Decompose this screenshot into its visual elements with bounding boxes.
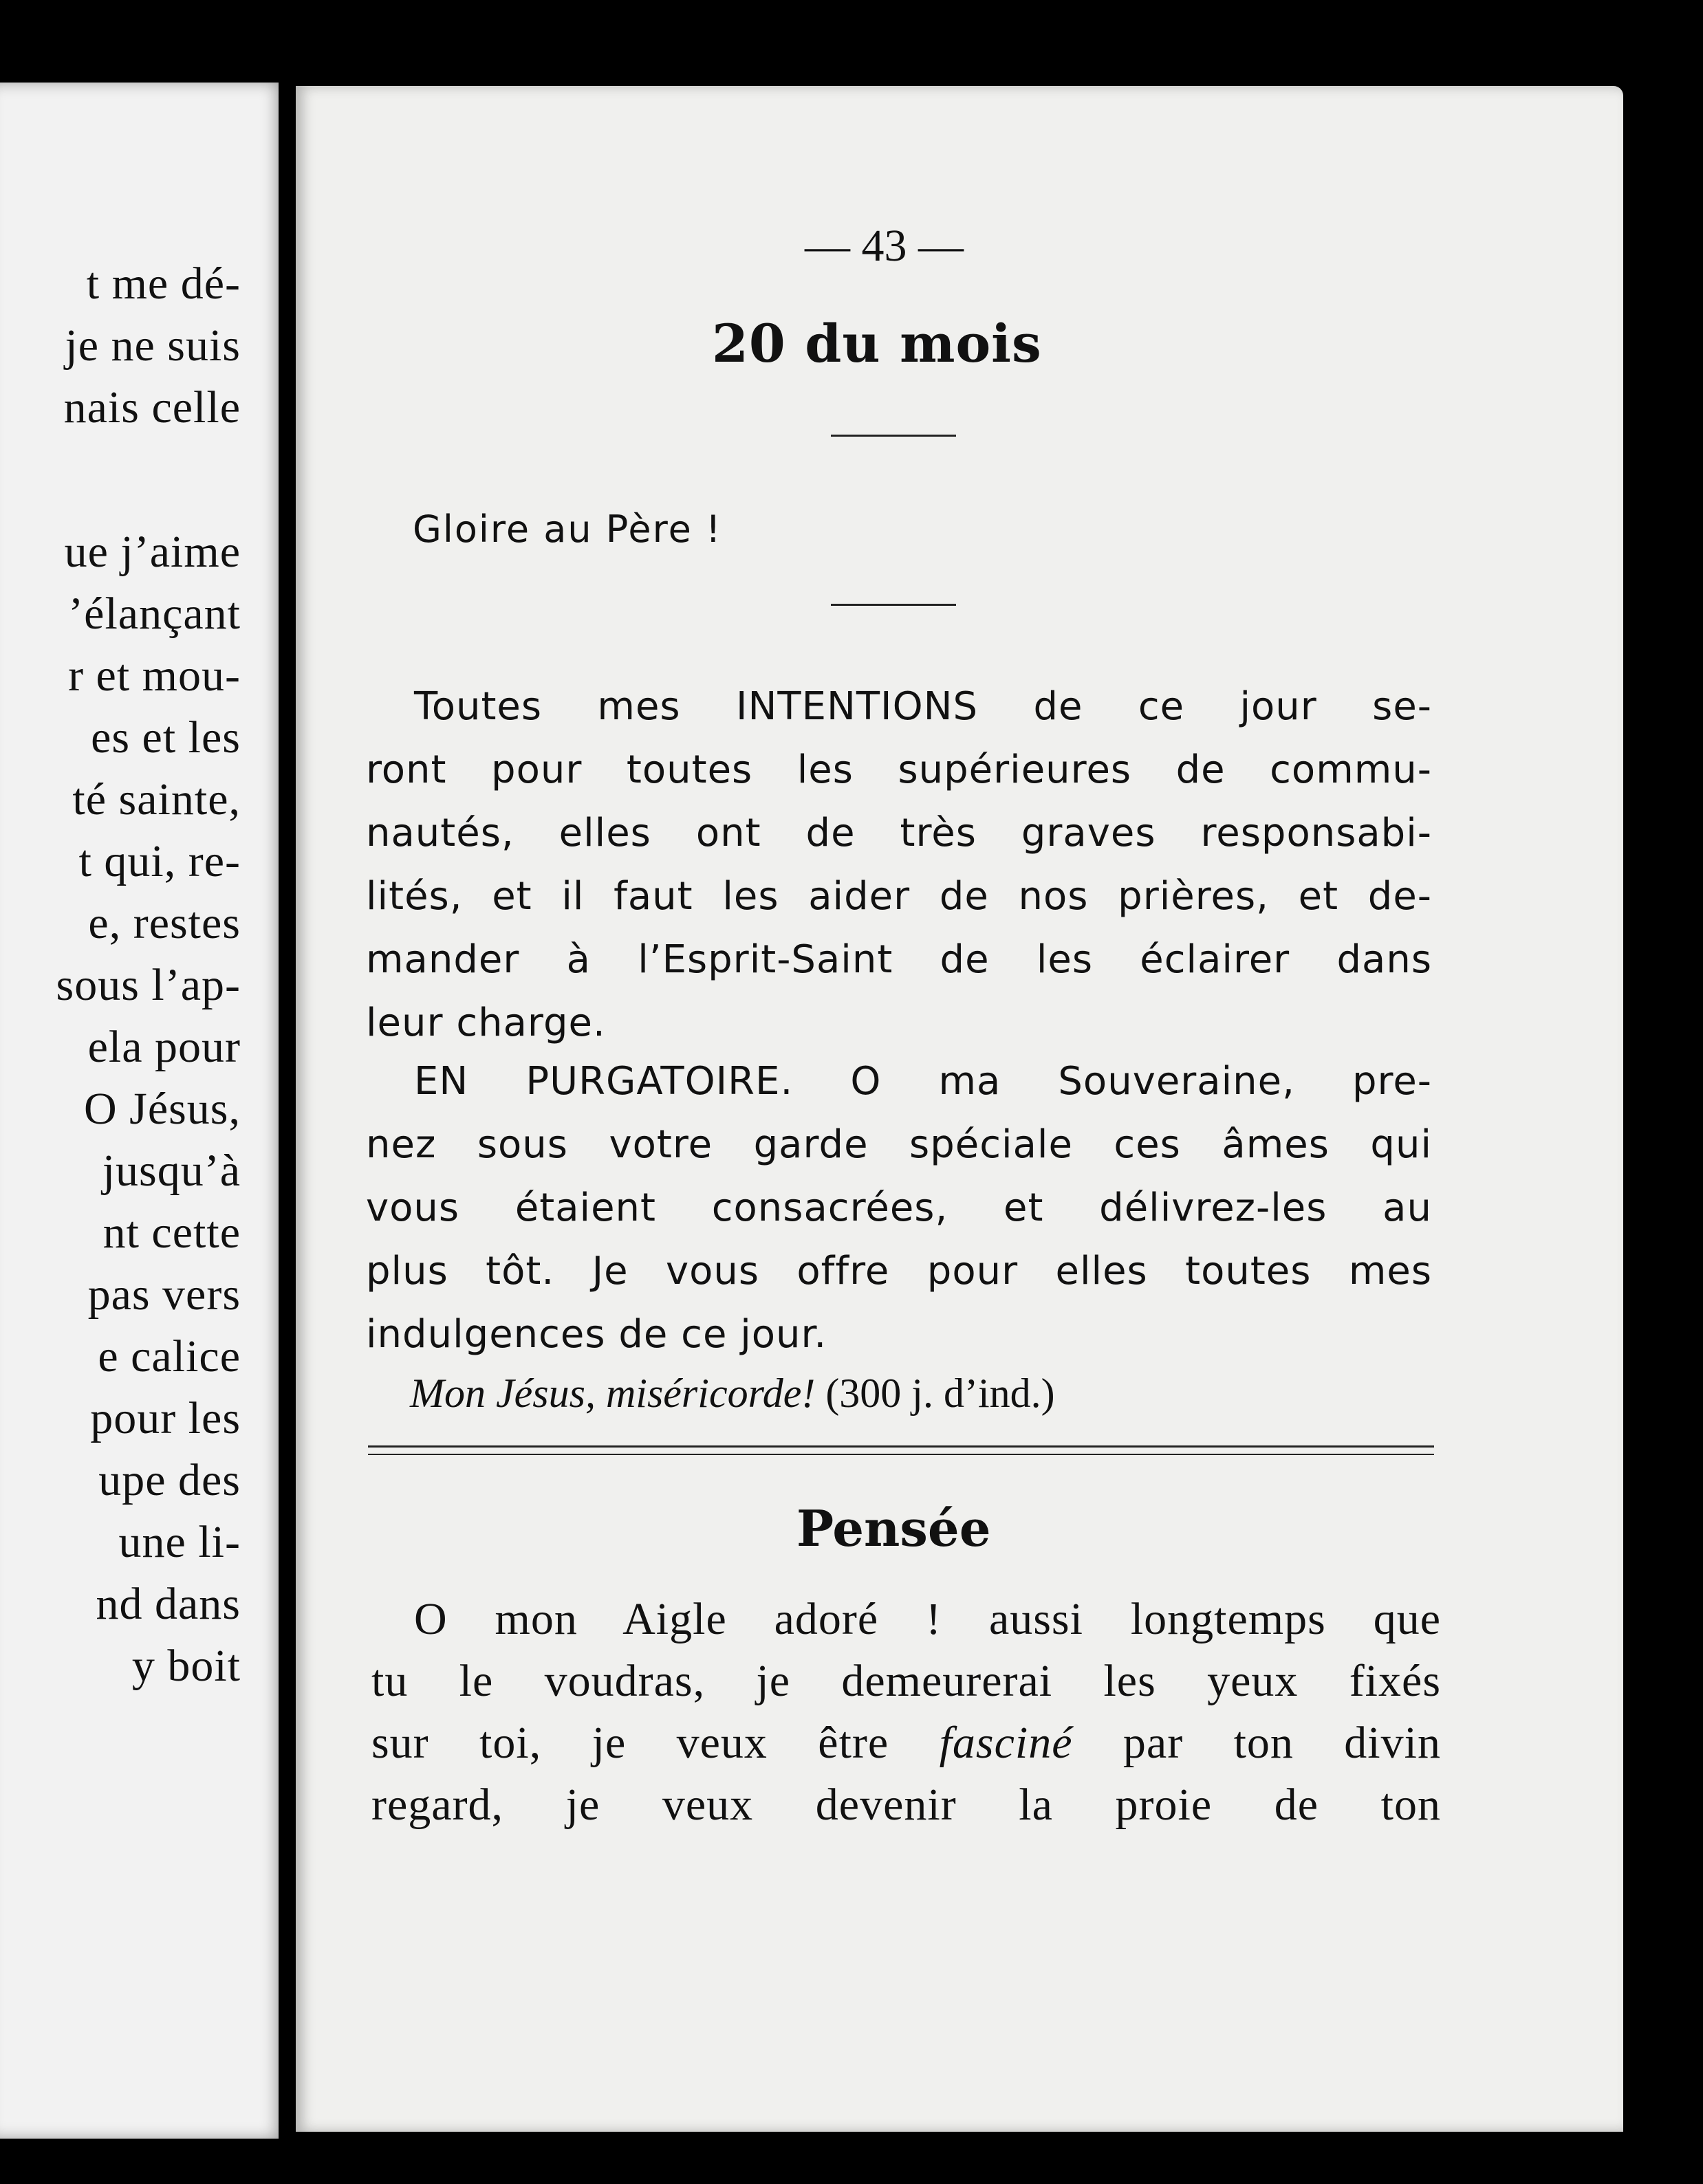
left-line: pour les xyxy=(90,1393,241,1443)
left-line: pas vers xyxy=(87,1269,241,1320)
intentions-line: mander à l’Esprit-Saint de les éclairer dans xyxy=(366,937,1432,982)
left-line: ue j’aime xyxy=(64,527,241,577)
pensee-line xyxy=(371,1718,1441,1768)
pensee-italic: fasciné xyxy=(939,1718,1073,1768)
purgatoire-line: indulgences de ce jour. xyxy=(366,1312,827,1357)
intentions-line: nautés, elles ont de très graves responsabi- xyxy=(366,811,1432,855)
short-rule xyxy=(831,435,956,437)
pensee-line: regard, je veux devenir la proie de ton xyxy=(371,1780,1441,1830)
page-number: — 43 — xyxy=(805,221,964,271)
left-line: ’élançant xyxy=(68,589,241,639)
invocation-indulgence: (300 j. d’ind.) xyxy=(815,1371,1055,1416)
pensee-title: Pensée xyxy=(796,1499,991,1558)
purgatoire-line: vous étaient consacrées, et délivrez-les au xyxy=(366,1186,1432,1230)
left-line: sous l’ap- xyxy=(56,960,241,1010)
left-line: upe des xyxy=(98,1455,241,1505)
intentions-line: Toutes mes INTENTIONS de ce jour se- xyxy=(414,684,1432,729)
left-line: jusqu’à xyxy=(102,1146,241,1196)
double-rule-bottom xyxy=(368,1454,1434,1455)
left-line: une li- xyxy=(118,1517,241,1567)
left-page-fragment xyxy=(0,83,289,2139)
left-line: ela pour xyxy=(87,1022,241,1072)
left-line: e, restes xyxy=(88,898,241,948)
left-line: O Jésus, xyxy=(83,1084,241,1134)
intentions-line: leur charge. xyxy=(366,1001,606,1045)
left-line: es et les xyxy=(91,712,241,763)
short-rule xyxy=(831,604,956,606)
intentions-line: lités, et il faut les aider de nos prières, et de- xyxy=(366,874,1432,919)
left-line: nd dans xyxy=(96,1579,241,1629)
pensee-text: sur toi, je veux être xyxy=(371,1718,940,1768)
left-line: r et mou- xyxy=(68,651,241,701)
invocation-line xyxy=(410,1370,1055,1417)
double-rule-top xyxy=(368,1445,1434,1448)
left-line: e calice xyxy=(98,1331,241,1382)
purgatoire-line: nez sous votre garde spéciale ces âmes qui xyxy=(366,1122,1432,1167)
left-line: té sainte, xyxy=(72,774,241,825)
left-line: je ne suis xyxy=(65,320,241,371)
purgatoire-line: plus tôt. Je vous offre pour elles toutes mes xyxy=(366,1249,1432,1293)
left-line: nais celle xyxy=(63,382,241,433)
pensee-text: par ton divin xyxy=(1072,1718,1441,1768)
gloire-line: Gloire au Père ! xyxy=(413,507,722,551)
purgatoire-line: EN PURGATOIRE. O ma Souveraine, pre- xyxy=(414,1059,1432,1104)
pensee-line: tu le voudras, je demeurerai les yeux fixés xyxy=(371,1656,1441,1706)
invocation-italic: Mon Jésus, miséricorde! xyxy=(410,1371,816,1416)
left-line: t me dé- xyxy=(86,259,241,309)
left-line: y boit xyxy=(131,1641,241,1691)
left-line: nt cette xyxy=(102,1208,241,1258)
section-title: 20 du mois xyxy=(712,313,1042,374)
intentions-line: ront pour toutes les supérieures de commu- xyxy=(366,747,1432,792)
pensee-line: O mon Aigle adoré ! aussi longtemps que xyxy=(414,1594,1441,1644)
left-line: t qui, re- xyxy=(78,836,241,886)
